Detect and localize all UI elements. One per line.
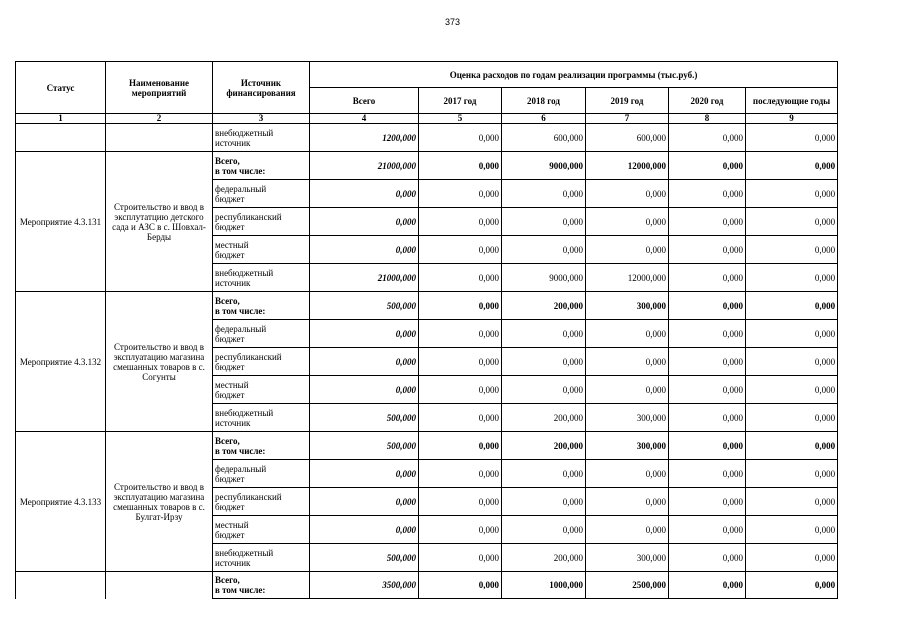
source-cell: Всего, в том числе: (213, 152, 310, 180)
value-2017: 0,000 (419, 572, 502, 599)
value-2020: 0,000 (669, 488, 746, 516)
value-later: 0,000 (746, 516, 838, 544)
value-2019: 0,000 (586, 488, 669, 516)
source-cell: Всего, в том числе: (213, 432, 310, 460)
value-later: 0,000 (746, 376, 838, 404)
name-cell (106, 572, 213, 599)
header-estimate: Оценка расходов по годам реализации программы (тыс.руб.) (310, 62, 838, 88)
source-cell: федеральный бюджет (213, 320, 310, 348)
col-number: 4 (310, 114, 419, 124)
value-later: 0,000 (746, 460, 838, 488)
value-later: 0,000 (746, 236, 838, 264)
value-2020: 0,000 (669, 572, 746, 599)
value-later: 0,000 (746, 488, 838, 516)
col-number: 7 (586, 114, 669, 124)
value-2020: 0,000 (669, 432, 746, 460)
value-total: 1200,000 (310, 124, 419, 152)
column-numbers-row (16, 114, 838, 124)
value-2017: 0,000 (419, 320, 502, 348)
value-2018: 200,000 (502, 432, 586, 460)
status-cell (16, 572, 106, 599)
value-total: 500,000 (310, 404, 419, 432)
header-2019: 2019 год (586, 88, 669, 114)
value-2017: 0,000 (419, 516, 502, 544)
source-cell: местный бюджет (213, 236, 310, 264)
value-total: 0,000 (310, 208, 419, 236)
value-2020: 0,000 (669, 124, 746, 152)
value-2020: 0,000 (669, 264, 746, 292)
value-2018: 0,000 (502, 460, 586, 488)
value-2017: 0,000 (419, 348, 502, 376)
name-cell (106, 124, 213, 152)
col-number: 9 (746, 114, 838, 124)
header-total: Всего (310, 88, 419, 114)
value-2020: 0,000 (669, 460, 746, 488)
value-total: 500,000 (310, 432, 419, 460)
value-2018: 200,000 (502, 404, 586, 432)
status-cell: Мероприятие 4.3.133 (16, 432, 106, 572)
value-total: 21000,000 (310, 264, 419, 292)
value-2019: 300,000 (586, 432, 669, 460)
value-2017: 0,000 (419, 180, 502, 208)
value-later: 0,000 (746, 572, 838, 599)
value-2017: 0,000 (419, 432, 502, 460)
col-number: 1 (16, 114, 106, 124)
source-cell: внебюджетный источник (213, 544, 310, 572)
value-2017: 0,000 (419, 488, 502, 516)
table-row (16, 152, 838, 180)
value-2020: 0,000 (669, 348, 746, 376)
value-total: 0,000 (310, 488, 419, 516)
value-2019: 12000,000 (586, 152, 669, 180)
value-2018: 9000,000 (502, 152, 586, 180)
value-2019: 2500,000 (586, 572, 669, 599)
value-2019: 0,000 (586, 460, 669, 488)
value-total: 0,000 (310, 236, 419, 264)
value-2017: 0,000 (419, 236, 502, 264)
source-cell: республиканский бюджет (213, 348, 310, 376)
value-2017: 0,000 (419, 152, 502, 180)
value-2018: 1000,000 (502, 572, 586, 599)
value-2020: 0,000 (669, 516, 746, 544)
source-cell: Всего, в том числе: (213, 572, 310, 599)
value-later: 0,000 (746, 348, 838, 376)
value-2020: 0,000 (669, 208, 746, 236)
value-2018: 0,000 (502, 376, 586, 404)
value-2019: 0,000 (586, 208, 669, 236)
value-total: 0,000 (310, 180, 419, 208)
value-2019: 300,000 (586, 544, 669, 572)
value-2018: 0,000 (502, 348, 586, 376)
value-2019: 0,000 (586, 516, 669, 544)
table-row (16, 572, 838, 599)
value-total: 0,000 (310, 516, 419, 544)
table-row (16, 432, 838, 460)
source-cell: республиканский бюджет (213, 208, 310, 236)
value-2020: 0,000 (669, 152, 746, 180)
value-2019: 300,000 (586, 292, 669, 320)
value-2017: 0,000 (419, 124, 502, 152)
value-2019: 0,000 (586, 376, 669, 404)
value-2017: 0,000 (419, 292, 502, 320)
value-later: 0,000 (746, 124, 838, 152)
status-cell (16, 124, 106, 152)
source-cell: Всего, в том числе: (213, 292, 310, 320)
value-2017: 0,000 (419, 404, 502, 432)
value-2017: 0,000 (419, 376, 502, 404)
header-2018: 2018 год (502, 88, 586, 114)
value-total: 3500,000 (310, 572, 419, 599)
value-total: 21000,000 (310, 152, 419, 180)
status-cell: Мероприятие 4.3.132 (16, 292, 106, 432)
value-later: 0,000 (746, 152, 838, 180)
value-total: 0,000 (310, 348, 419, 376)
table-row (16, 124, 838, 152)
header-source: Источник финансирования (213, 62, 310, 114)
source-cell: республиканский бюджет (213, 488, 310, 516)
source-cell: внебюджетный источник (213, 264, 310, 292)
value-2019: 300,000 (586, 404, 669, 432)
value-2019: 600,000 (586, 124, 669, 152)
value-2017: 0,000 (419, 460, 502, 488)
page-number: 373 (444, 17, 461, 27)
value-total: 0,000 (310, 376, 419, 404)
value-2018: 0,000 (502, 488, 586, 516)
source-cell: местный бюджет (213, 516, 310, 544)
value-2018: 0,000 (502, 180, 586, 208)
value-2019: 0,000 (586, 180, 669, 208)
value-total: 0,000 (310, 460, 419, 488)
value-later: 0,000 (746, 180, 838, 208)
name-cell: Строительство и ввод в эксплуатацию магазина смешанных товаров в с. Булгат-Ирзу (106, 432, 213, 572)
value-total: 500,000 (310, 544, 419, 572)
header-2017: 2017 год (419, 88, 502, 114)
header-later: последующие годы (746, 88, 838, 114)
source-cell: местный бюджет (213, 376, 310, 404)
value-2018: 0,000 (502, 208, 586, 236)
source-cell: внебюджетный источник (213, 124, 310, 152)
col-number: 6 (502, 114, 586, 124)
value-total: 500,000 (310, 292, 419, 320)
name-cell: Строительство и ввод в эксплутатцию детского сада и АЗС в с. Шовхал-Берды (106, 152, 213, 292)
value-2019: 12000,000 (586, 264, 669, 292)
value-2019: 0,000 (586, 236, 669, 264)
value-later: 0,000 (746, 404, 838, 432)
source-cell: федеральный бюджет (213, 460, 310, 488)
value-later: 0,000 (746, 208, 838, 236)
value-2018: 0,000 (502, 516, 586, 544)
col-number: 3 (213, 114, 310, 124)
value-2018: 9000,000 (502, 264, 586, 292)
col-number: 2 (106, 114, 213, 124)
value-total: 0,000 (310, 320, 419, 348)
header-name: Наименование мероприятий (106, 62, 213, 114)
value-2018: 600,000 (502, 124, 586, 152)
header-status: Статус (16, 62, 106, 114)
header-2020: 2020 год (669, 88, 746, 114)
value-2019: 0,000 (586, 320, 669, 348)
value-2017: 0,000 (419, 544, 502, 572)
value-2020: 0,000 (669, 236, 746, 264)
col-number: 5 (419, 114, 502, 124)
source-cell: внебюджетный источник (213, 404, 310, 432)
status-cell: Мероприятие 4.3.131 (16, 152, 106, 292)
source-cell: федеральный бюджет (213, 180, 310, 208)
value-2019: 0,000 (586, 348, 669, 376)
name-cell: Строительство и ввод в эксплуатацию магазина смешанных товаров в с. Согунты (106, 292, 213, 432)
value-later: 0,000 (746, 432, 838, 460)
expenses-table (15, 61, 838, 599)
value-2020: 0,000 (669, 376, 746, 404)
value-later: 0,000 (746, 264, 838, 292)
value-2018: 200,000 (502, 544, 586, 572)
table-row (16, 292, 838, 320)
col-number: 8 (669, 114, 746, 124)
value-2020: 0,000 (669, 180, 746, 208)
value-later: 0,000 (746, 320, 838, 348)
value-later: 0,000 (746, 292, 838, 320)
value-later: 0,000 (746, 544, 838, 572)
value-2020: 0,000 (669, 404, 746, 432)
value-2017: 0,000 (419, 264, 502, 292)
value-2017: 0,000 (419, 208, 502, 236)
value-2020: 0,000 (669, 544, 746, 572)
value-2018: 200,000 (502, 292, 586, 320)
value-2018: 0,000 (502, 236, 586, 264)
value-2020: 0,000 (669, 292, 746, 320)
value-2020: 0,000 (669, 320, 746, 348)
value-2018: 0,000 (502, 320, 586, 348)
